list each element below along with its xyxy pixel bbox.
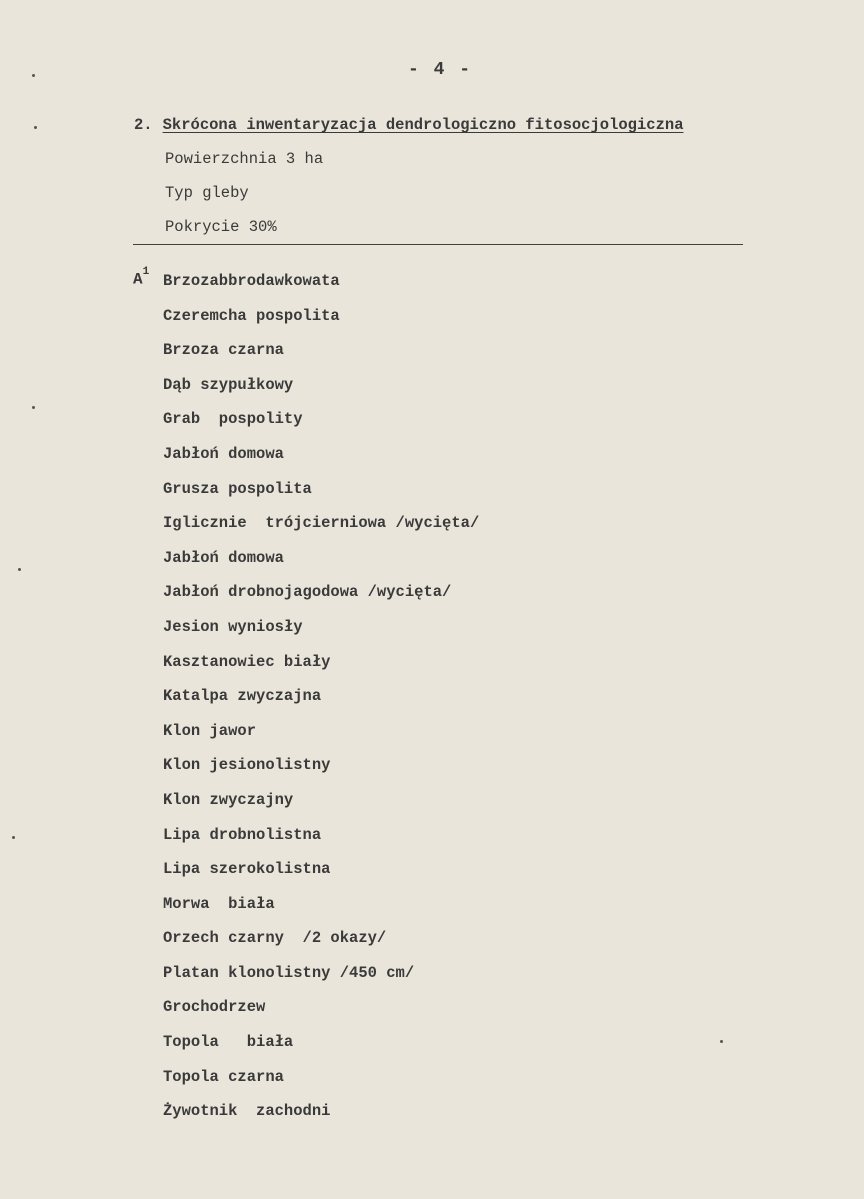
- species-item: Lipa drobnolistna: [163, 825, 322, 844]
- species-item: Grusza pospolita: [163, 479, 312, 498]
- species-item: Kasztanowiec biały: [163, 652, 331, 671]
- species-item: Morwa biała: [163, 894, 275, 913]
- species-item: Jesion wyniosły: [163, 617, 303, 636]
- paper-speck: [32, 74, 35, 77]
- section-heading: [134, 116, 684, 134]
- layer-marker: [133, 266, 150, 289]
- species-item: Brzozabbrodawkowata: [163, 272, 340, 290]
- page-number: - 4 -: [407, 60, 472, 80]
- species-item: Iglicznie trójcierniowa /wycięta/: [163, 514, 480, 533]
- species-item: Orzech czarny /2 okazy/: [163, 929, 387, 948]
- species-item: Topola biała: [163, 1033, 294, 1052]
- paper-speck: [32, 406, 35, 409]
- layer-superscript: 1: [142, 266, 150, 278]
- coverage-line: Pokrycie 30%: [165, 218, 277, 236]
- species-item: Grab pospolity: [163, 410, 303, 429]
- site-details: [165, 148, 323, 250]
- paper-speck: [18, 568, 21, 571]
- soil-type-line: Typ gleby: [165, 184, 249, 202]
- area-line: Powierzchnia 3 ha: [165, 150, 324, 168]
- species-item: Grochodrzew: [163, 998, 266, 1017]
- species-item: Czeremcha pospolita: [163, 306, 340, 325]
- layer-letter: A: [133, 270, 143, 289]
- species-item: Katalpa zwyczajna: [163, 687, 322, 706]
- species-item: Klon jawor: [163, 721, 257, 740]
- paper-speck: [12, 836, 15, 839]
- species-item: Klon jesionolistny: [163, 756, 331, 775]
- species-item: Topola czarna: [163, 1067, 284, 1086]
- species-item: Klon zwyczajny: [163, 790, 294, 809]
- species-item: Lipa szerokolistna: [163, 860, 331, 879]
- section-number: 2.: [134, 116, 153, 134]
- species-item: Żywotnik zachodni: [163, 1102, 331, 1121]
- species-item: Jabłoń drobnojagodowa /wycięta/: [163, 583, 452, 602]
- species-list: [163, 270, 479, 1135]
- species-item: Dąb szypułkowy: [163, 375, 294, 394]
- species-item: Jabłoń domowa: [163, 548, 284, 567]
- species-item: Platan klonolistny /450 cm/: [163, 963, 415, 982]
- paper-speck: [720, 1040, 723, 1043]
- horizontal-rule: [133, 244, 743, 245]
- species-item: Brzoza czarna: [163, 341, 284, 360]
- paper-speck: [34, 126, 37, 129]
- section-title: Skrócona inwentaryzacja dendrologiczno fitosocjologiczna: [162, 116, 684, 134]
- species-item: Jabłoń domowa: [163, 444, 284, 463]
